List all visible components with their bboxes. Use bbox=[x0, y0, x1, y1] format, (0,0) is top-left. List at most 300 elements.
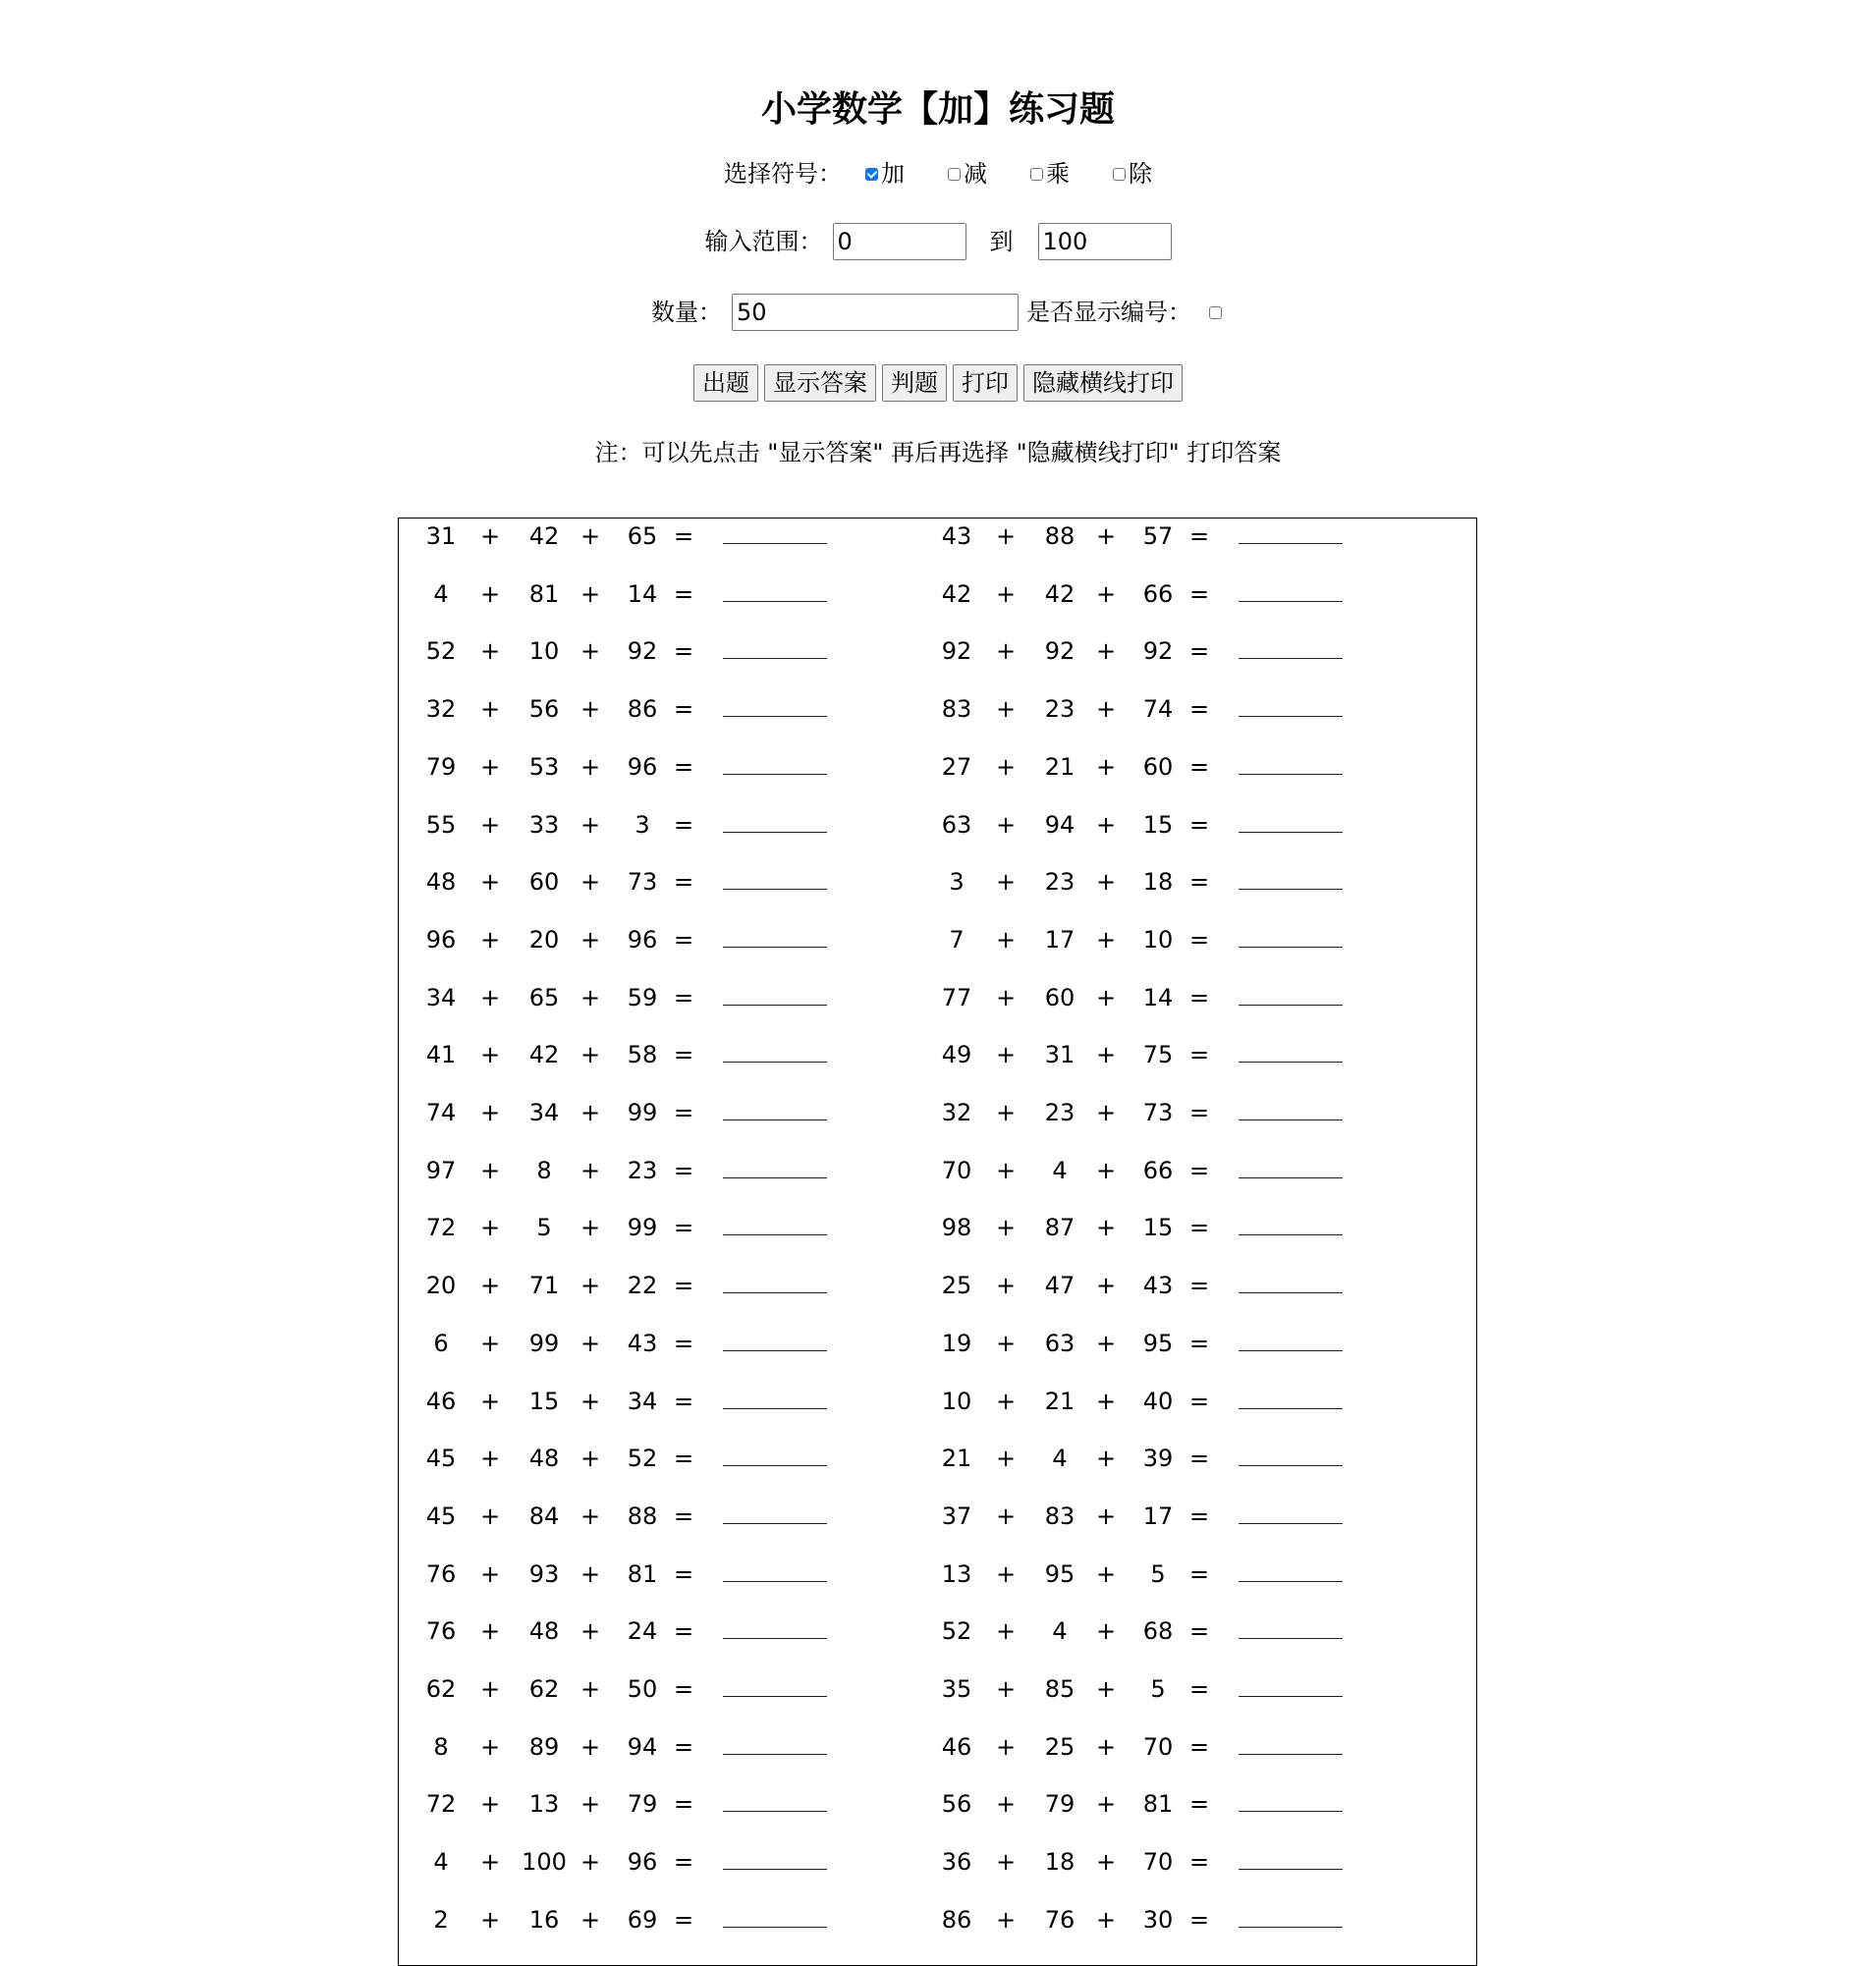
generate-button[interactable]: 出题 bbox=[693, 364, 758, 402]
operator-option-divide[interactable] bbox=[1109, 159, 1152, 189]
answer-blank[interactable] bbox=[1239, 579, 1343, 602]
problem-row bbox=[416, 1502, 839, 1531]
operand-1: 31 bbox=[425, 522, 457, 550]
equals-sign: = bbox=[674, 579, 694, 608]
operand-1: 4 bbox=[433, 1848, 449, 1877]
plus-sign: + bbox=[995, 868, 1017, 897]
operand-1: 4 bbox=[433, 579, 449, 608]
operand-2: 15 bbox=[528, 1387, 560, 1415]
plus-sign: + bbox=[479, 695, 501, 724]
plus-sign: + bbox=[479, 1041, 501, 1069]
operand-2: 53 bbox=[528, 752, 560, 781]
operand-3: 92 bbox=[627, 637, 658, 666]
answer-blank[interactable] bbox=[1239, 1559, 1343, 1582]
plus-sign: + bbox=[479, 1272, 501, 1300]
plus-sign: + bbox=[1095, 1848, 1117, 1877]
equals-sign: = bbox=[1189, 1272, 1210, 1300]
answer-blank[interactable] bbox=[1239, 1387, 1343, 1409]
operand-3: 43 bbox=[627, 1329, 658, 1357]
operand-3: 99 bbox=[627, 1099, 658, 1126]
print-button[interactable]: 打印 bbox=[953, 364, 1018, 402]
plus-sign: + bbox=[1095, 810, 1117, 839]
equals-sign: = bbox=[1189, 1617, 1210, 1646]
answer-blank[interactable] bbox=[1239, 1905, 1343, 1928]
plus-sign: + bbox=[995, 752, 1017, 781]
answer-blank[interactable] bbox=[723, 925, 827, 948]
plus-sign: + bbox=[1095, 637, 1117, 666]
plus-sign: + bbox=[479, 1156, 501, 1184]
plus-sign: + bbox=[479, 868, 501, 897]
range-to-label: 到 bbox=[989, 228, 1014, 255]
range-to-input[interactable]: 100 bbox=[1038, 223, 1172, 260]
plus-sign: + bbox=[995, 810, 1017, 839]
answer-blank[interactable] bbox=[723, 521, 827, 544]
plus-sign: + bbox=[479, 925, 501, 954]
quantity-input[interactable]: 50 bbox=[732, 294, 1019, 331]
worksheet bbox=[398, 518, 1477, 1966]
problem-row bbox=[416, 867, 839, 897]
operand-3: 30 bbox=[1142, 1905, 1174, 1934]
answer-blank[interactable] bbox=[723, 1213, 827, 1235]
operand-1: 25 bbox=[941, 1272, 972, 1300]
problem-row bbox=[932, 1329, 1354, 1358]
plus-sign: + bbox=[479, 1214, 501, 1242]
plus-sign: + bbox=[579, 1617, 601, 1646]
answer-blank[interactable] bbox=[723, 1847, 827, 1870]
operand-1: 34 bbox=[425, 983, 457, 1011]
operator-option-subtract[interactable] bbox=[944, 159, 987, 189]
operand-2: 60 bbox=[528, 868, 560, 897]
answer-blank[interactable] bbox=[723, 1329, 827, 1351]
answer-blank[interactable] bbox=[1239, 1098, 1343, 1120]
operand-2: 10 bbox=[528, 637, 560, 666]
operand-3: 65 bbox=[627, 522, 658, 550]
divide-checkbox[interactable] bbox=[1113, 168, 1126, 181]
equals-sign: = bbox=[674, 1329, 694, 1357]
answer-blank[interactable] bbox=[723, 1156, 827, 1178]
operand-3: 15 bbox=[1142, 1214, 1174, 1242]
plus-sign: + bbox=[579, 1790, 601, 1819]
problem-row bbox=[416, 1905, 839, 1935]
plus-sign: + bbox=[995, 637, 1017, 666]
plus-sign: + bbox=[579, 1445, 601, 1473]
problem-row bbox=[932, 867, 1354, 897]
equals-sign: = bbox=[1189, 1329, 1210, 1357]
operand-3: 57 bbox=[1142, 522, 1174, 550]
problem-row bbox=[416, 1098, 839, 1127]
equals-sign: = bbox=[674, 1445, 694, 1473]
operand-2: 85 bbox=[1044, 1675, 1076, 1703]
answer-blank[interactable] bbox=[723, 1674, 827, 1697]
problem-row bbox=[416, 521, 839, 551]
operand-1: 32 bbox=[425, 695, 457, 724]
plus-sign: + bbox=[579, 1272, 601, 1300]
operand-3: 79 bbox=[627, 1790, 658, 1819]
operand-1: 83 bbox=[941, 695, 972, 724]
operand-1: 76 bbox=[425, 1559, 457, 1588]
operand-3: 92 bbox=[1142, 637, 1174, 666]
operand-2: 48 bbox=[528, 1617, 560, 1646]
answer-blank[interactable] bbox=[1239, 1444, 1343, 1466]
operand-1: 56 bbox=[941, 1790, 972, 1819]
plus-sign: + bbox=[479, 1329, 501, 1357]
operand-1: 10 bbox=[941, 1387, 972, 1415]
answer-blank[interactable] bbox=[723, 752, 827, 775]
operand-1: 35 bbox=[941, 1675, 972, 1703]
plus-sign: + bbox=[995, 1559, 1017, 1588]
show-answers-button[interactable]: 显示答案 bbox=[764, 364, 876, 402]
plus-sign: + bbox=[1095, 695, 1117, 724]
answer-blank[interactable] bbox=[1239, 1674, 1343, 1697]
problem-row bbox=[932, 1847, 1354, 1877]
operand-1: 42 bbox=[941, 579, 972, 608]
plus-sign: + bbox=[1095, 1790, 1117, 1819]
subtract-label: 减 bbox=[964, 160, 987, 188]
answer-blank[interactable] bbox=[1239, 1040, 1343, 1063]
answer-blank[interactable] bbox=[723, 1616, 827, 1639]
plus-sign: + bbox=[579, 983, 601, 1011]
operand-2: 89 bbox=[528, 1732, 560, 1761]
equals-sign: = bbox=[674, 1732, 694, 1761]
operand-3: 69 bbox=[627, 1905, 658, 1934]
operand-3: 5 bbox=[1150, 1559, 1166, 1588]
plus-sign: + bbox=[995, 1905, 1017, 1934]
plus-sign: + bbox=[1095, 1041, 1117, 1069]
plus-sign: + bbox=[995, 1387, 1017, 1415]
equals-sign: = bbox=[674, 752, 694, 781]
equals-sign: = bbox=[1189, 1848, 1210, 1877]
answer-blank[interactable] bbox=[1239, 810, 1343, 833]
operand-1: 46 bbox=[425, 1387, 457, 1415]
operand-2: 23 bbox=[1044, 868, 1076, 897]
equals-sign: = bbox=[1189, 810, 1210, 839]
multiply-checkbox[interactable] bbox=[1030, 168, 1043, 181]
answer-blank[interactable] bbox=[723, 867, 827, 890]
answer-blank[interactable] bbox=[723, 983, 827, 1006]
equals-sign: = bbox=[1189, 1099, 1210, 1126]
answer-blank[interactable] bbox=[1239, 1329, 1343, 1351]
page-title: 小学数学【加】练习题 bbox=[760, 89, 1115, 130]
equals-sign: = bbox=[674, 522, 694, 550]
equals-sign: = bbox=[674, 1214, 694, 1242]
answer-blank[interactable] bbox=[723, 1502, 827, 1524]
problem-row bbox=[416, 1444, 839, 1473]
operand-2: 8 bbox=[536, 1156, 552, 1184]
answer-blank[interactable] bbox=[1239, 1271, 1343, 1293]
problem-row bbox=[932, 636, 1354, 666]
operand-1: 13 bbox=[941, 1559, 972, 1588]
operand-2: 23 bbox=[1044, 695, 1076, 724]
answer-blank[interactable] bbox=[1239, 867, 1343, 890]
equals-sign: = bbox=[674, 1156, 694, 1184]
operand-3: 88 bbox=[627, 1502, 658, 1530]
operand-2: 17 bbox=[1044, 925, 1076, 954]
equals-sign: = bbox=[674, 695, 694, 724]
equals-sign: = bbox=[1189, 695, 1210, 724]
operand-2: 42 bbox=[528, 1041, 560, 1069]
range-from-input[interactable]: 0 bbox=[833, 223, 966, 260]
equals-sign: = bbox=[1189, 1905, 1210, 1934]
plus-sign: + bbox=[579, 522, 601, 550]
equals-sign: = bbox=[1189, 983, 1210, 1011]
equals-sign: = bbox=[1189, 752, 1210, 781]
equals-sign: = bbox=[674, 1272, 694, 1300]
plus-sign: + bbox=[995, 925, 1017, 954]
equals-sign: = bbox=[1189, 1732, 1210, 1761]
operand-1: 52 bbox=[425, 637, 457, 666]
problem-row bbox=[932, 1789, 1354, 1819]
operator-selector bbox=[0, 159, 1876, 189]
answer-blank[interactable] bbox=[723, 694, 827, 717]
equals-sign: = bbox=[674, 1559, 694, 1588]
plus-sign: + bbox=[1095, 752, 1117, 781]
plus-sign: + bbox=[479, 983, 501, 1011]
operand-3: 22 bbox=[627, 1272, 658, 1300]
answer-blank[interactable] bbox=[1239, 1732, 1343, 1755]
answer-blank[interactable] bbox=[723, 810, 827, 833]
operand-3: 96 bbox=[627, 925, 658, 954]
answer-blank[interactable] bbox=[1239, 752, 1343, 775]
answer-blank[interactable] bbox=[1239, 521, 1343, 544]
plus-sign: + bbox=[479, 1387, 501, 1415]
answer-blank[interactable] bbox=[723, 1732, 827, 1755]
answer-blank[interactable] bbox=[1239, 925, 1343, 948]
answer-blank[interactable] bbox=[1239, 1789, 1343, 1812]
plus-sign: + bbox=[995, 1732, 1017, 1761]
operand-2: 48 bbox=[528, 1445, 560, 1473]
operand-3: 50 bbox=[627, 1675, 658, 1703]
range-row bbox=[0, 223, 1876, 260]
operand-2: 94 bbox=[1044, 810, 1076, 839]
quantity-row bbox=[0, 294, 1876, 331]
print-hide-lines-button[interactable]: 隐藏横线打印 bbox=[1023, 364, 1183, 402]
answer-blank[interactable] bbox=[723, 1271, 827, 1293]
equals-sign: = bbox=[1189, 1502, 1210, 1530]
plus-sign: + bbox=[1095, 1329, 1117, 1357]
quantity-label: 数量： bbox=[651, 299, 722, 326]
answer-blank[interactable] bbox=[723, 579, 827, 602]
operand-1: 74 bbox=[425, 1099, 457, 1126]
plus-sign: + bbox=[479, 1905, 501, 1934]
plus-sign: + bbox=[479, 1675, 501, 1703]
operand-2: 56 bbox=[528, 695, 560, 724]
operand-1: 79 bbox=[425, 752, 457, 781]
answer-blank[interactable] bbox=[1239, 636, 1343, 659]
plus-sign: + bbox=[579, 1099, 601, 1126]
answer-blank[interactable] bbox=[1239, 983, 1343, 1006]
problem-row bbox=[932, 1098, 1354, 1127]
plus-sign: + bbox=[1095, 1214, 1117, 1242]
plus-sign: + bbox=[579, 1329, 601, 1357]
operand-1: 52 bbox=[941, 1617, 972, 1646]
operand-3: 66 bbox=[1142, 1156, 1174, 1184]
answer-blank[interactable] bbox=[723, 636, 827, 659]
operand-3: 17 bbox=[1142, 1502, 1174, 1530]
operand-3: 34 bbox=[627, 1387, 658, 1415]
answer-blank[interactable] bbox=[1239, 1616, 1343, 1639]
problem-row bbox=[416, 925, 839, 955]
equals-sign: = bbox=[674, 810, 694, 839]
show-number-label: 是否显示编号： bbox=[1026, 299, 1191, 326]
equals-sign: = bbox=[1189, 1214, 1210, 1242]
equals-sign: = bbox=[1189, 1041, 1210, 1069]
plus-sign: + bbox=[1095, 1675, 1117, 1703]
problem-row bbox=[932, 1616, 1354, 1646]
operand-3: 15 bbox=[1142, 810, 1174, 839]
subtract-checkbox[interactable] bbox=[948, 168, 961, 181]
operand-1: 55 bbox=[425, 810, 457, 839]
operand-1: 48 bbox=[425, 868, 457, 897]
answer-blank[interactable] bbox=[723, 1040, 827, 1063]
operand-3: 73 bbox=[627, 868, 658, 897]
operand-1: 36 bbox=[941, 1848, 972, 1877]
operand-3: 66 bbox=[1142, 579, 1174, 608]
plus-sign: + bbox=[479, 1445, 501, 1473]
plus-sign: + bbox=[995, 1502, 1017, 1530]
equals-sign: = bbox=[674, 1041, 694, 1069]
operand-3: 68 bbox=[1142, 1617, 1174, 1646]
equals-sign: = bbox=[1189, 1675, 1210, 1703]
operand-3: 14 bbox=[1142, 983, 1174, 1011]
operand-2: 95 bbox=[1044, 1559, 1076, 1588]
answer-blank[interactable] bbox=[723, 1905, 827, 1928]
answer-blank[interactable] bbox=[1239, 1156, 1343, 1178]
operator-label: 选择符号： bbox=[724, 160, 842, 188]
equals-sign: = bbox=[674, 1905, 694, 1934]
problem-row bbox=[932, 1387, 1354, 1416]
equals-sign: = bbox=[1189, 1156, 1210, 1184]
equals-sign: = bbox=[1189, 1559, 1210, 1588]
equals-sign: = bbox=[1189, 925, 1210, 954]
answer-blank[interactable] bbox=[723, 1559, 827, 1582]
equals-sign: = bbox=[674, 637, 694, 666]
plus-sign: + bbox=[1095, 579, 1117, 608]
operand-2: 99 bbox=[528, 1329, 560, 1357]
operand-1: 70 bbox=[941, 1156, 972, 1184]
plus-sign: + bbox=[579, 1905, 601, 1934]
operand-3: 39 bbox=[1142, 1445, 1174, 1473]
operand-3: 59 bbox=[627, 983, 658, 1011]
answer-blank[interactable] bbox=[1239, 694, 1343, 717]
problem-row bbox=[416, 636, 839, 666]
action-buttons bbox=[0, 364, 1876, 402]
answer-blank[interactable] bbox=[1239, 1847, 1343, 1870]
plus-sign: + bbox=[579, 1675, 601, 1703]
problem-row bbox=[416, 694, 839, 724]
operand-2: 47 bbox=[1044, 1272, 1076, 1300]
add-label: 加 bbox=[881, 160, 905, 188]
grade-button[interactable]: 判题 bbox=[882, 364, 947, 402]
equals-sign: = bbox=[1189, 1445, 1210, 1473]
answer-blank[interactable] bbox=[723, 1387, 827, 1409]
plus-sign: + bbox=[579, 810, 601, 839]
operand-2: 4 bbox=[1052, 1445, 1068, 1473]
plus-sign: + bbox=[479, 522, 501, 550]
operand-3: 18 bbox=[1142, 868, 1174, 897]
note-text: 注：可以先点击 "显示答案" 再后再选择 "隐藏横线打印" 打印答案 bbox=[594, 439, 1282, 466]
add-checkbox[interactable] bbox=[865, 168, 878, 181]
operand-3: 75 bbox=[1142, 1041, 1174, 1069]
problem-row bbox=[932, 983, 1354, 1012]
operand-1: 3 bbox=[949, 868, 965, 897]
operand-1: 96 bbox=[425, 925, 457, 954]
equals-sign: = bbox=[674, 1848, 694, 1877]
plus-sign: + bbox=[579, 1214, 601, 1242]
plus-sign: + bbox=[995, 1617, 1017, 1646]
plus-sign: + bbox=[579, 695, 601, 724]
range-label: 输入范围： bbox=[704, 228, 823, 255]
answer-blank[interactable] bbox=[723, 1098, 827, 1120]
operand-2: 93 bbox=[528, 1559, 560, 1588]
operand-2: 4 bbox=[1052, 1156, 1068, 1184]
equals-sign: = bbox=[1189, 637, 1210, 666]
plus-sign: + bbox=[479, 1099, 501, 1126]
problem-row bbox=[416, 1213, 839, 1242]
operand-1: 98 bbox=[941, 1214, 972, 1242]
plus-sign: + bbox=[995, 1848, 1017, 1877]
operator-option-multiply[interactable] bbox=[1026, 159, 1070, 189]
operand-1: 49 bbox=[941, 1041, 972, 1069]
operand-3: 81 bbox=[1142, 1790, 1174, 1819]
show-number-checkbox[interactable] bbox=[1209, 306, 1222, 319]
operand-3: 99 bbox=[627, 1214, 658, 1242]
answer-blank[interactable] bbox=[723, 1789, 827, 1812]
plus-sign: + bbox=[479, 637, 501, 666]
plus-sign: + bbox=[1095, 1732, 1117, 1761]
operand-3: 60 bbox=[1142, 752, 1174, 781]
problem-row bbox=[932, 1674, 1354, 1704]
equals-sign: = bbox=[674, 1099, 694, 1126]
operand-3: 23 bbox=[627, 1156, 658, 1184]
equals-sign: = bbox=[674, 1502, 694, 1530]
problem-row bbox=[932, 1040, 1354, 1069]
plus-sign: + bbox=[579, 868, 601, 897]
answer-blank[interactable] bbox=[723, 1444, 827, 1466]
plus-sign: + bbox=[579, 1559, 601, 1588]
operator-option-add[interactable] bbox=[861, 159, 905, 189]
plus-sign: + bbox=[579, 925, 601, 954]
answer-blank[interactable] bbox=[1239, 1213, 1343, 1235]
operand-2: 33 bbox=[528, 810, 560, 839]
plus-sign: + bbox=[995, 1041, 1017, 1069]
plus-sign: + bbox=[579, 1732, 601, 1761]
operand-2: 76 bbox=[1044, 1905, 1076, 1934]
plus-sign: + bbox=[579, 1848, 601, 1877]
operand-1: 97 bbox=[425, 1156, 457, 1184]
operand-2: 79 bbox=[1044, 1790, 1076, 1819]
operand-3: 5 bbox=[1150, 1675, 1166, 1703]
problem-row bbox=[416, 810, 839, 840]
operand-2: 63 bbox=[1044, 1329, 1076, 1357]
operand-1: 45 bbox=[425, 1502, 457, 1530]
operand-2: 13 bbox=[528, 1790, 560, 1819]
operand-3: 74 bbox=[1142, 695, 1174, 724]
operand-3: 95 bbox=[1142, 1329, 1174, 1357]
plus-sign: + bbox=[479, 1559, 501, 1588]
plus-sign: + bbox=[995, 1675, 1017, 1703]
plus-sign: + bbox=[1095, 1617, 1117, 1646]
problem-row bbox=[932, 810, 1354, 840]
operand-2: 16 bbox=[528, 1905, 560, 1934]
plus-sign: + bbox=[995, 522, 1017, 550]
problem-row bbox=[932, 694, 1354, 724]
problem-row bbox=[416, 1789, 839, 1819]
plus-sign: + bbox=[995, 1156, 1017, 1184]
answer-blank[interactable] bbox=[1239, 1502, 1343, 1524]
problem-row bbox=[416, 1732, 839, 1762]
operand-2: 84 bbox=[528, 1502, 560, 1530]
problem-row bbox=[416, 1847, 839, 1877]
